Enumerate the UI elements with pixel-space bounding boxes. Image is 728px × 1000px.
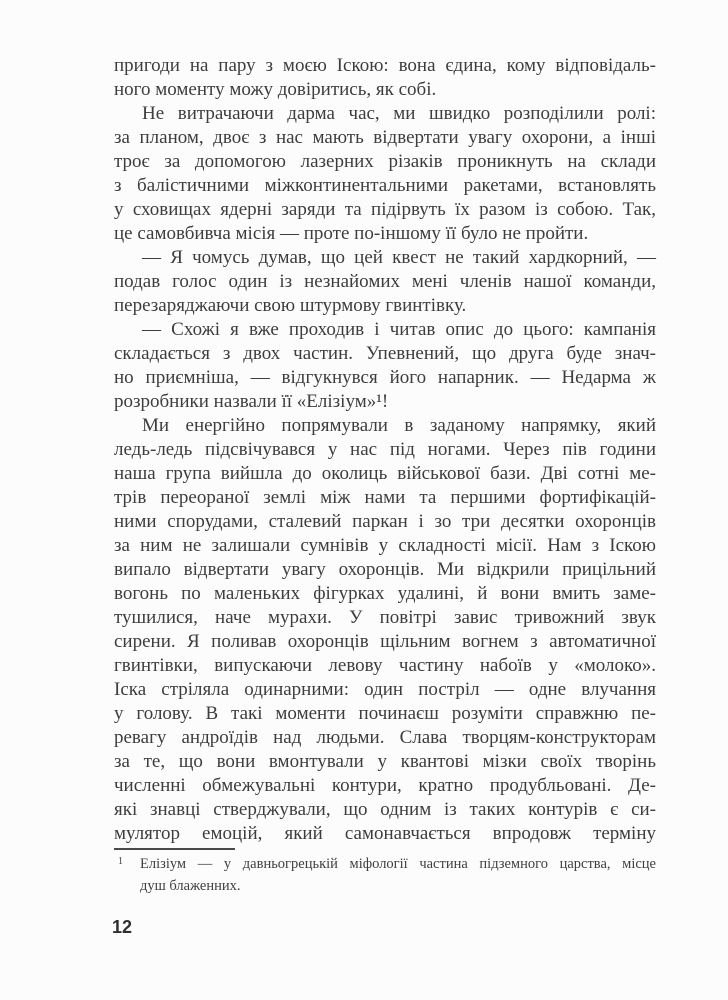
text-line: трів переораної землі між нами та першими фортифікацій-	[114, 487, 656, 508]
text-line: численні обмежувальні контури, кратно продубльовані. Де-	[114, 775, 656, 796]
text-line: пригоди на пару з моєю Іскою: вона єдина, кому відповідаль-	[114, 55, 656, 76]
text-line: ледь-ледь підсвічувався у нас під ногами. Через пів години	[114, 439, 656, 460]
footnote-separator	[114, 848, 235, 850]
text-line: випало відвертати увагу охоронців. Ми відкрили прицільний	[114, 559, 656, 580]
paragraph	[114, 414, 656, 846]
paragraph	[114, 54, 656, 102]
text-line: Іска стріляла одинарними: один постріл — одне влучання	[114, 679, 656, 700]
text-line: це самовбивча місія — проте по-іншому її було не пройти.	[114, 223, 589, 244]
text-line: у сховищах ядерні заряди та підірвуть їх разом із собою. Так,	[114, 199, 656, 220]
paragraph	[114, 318, 656, 414]
text-line: за планом, двоє з нас мають відвертати увагу охорони, а інші	[114, 127, 656, 148]
text-line: складається з двох частин. Упевнений, що друга буде знач-	[114, 343, 656, 364]
text-line: — Я чомусь думав, що цей квест не такий хардкорний, —	[142, 247, 656, 268]
text-line: тушилися, наче мурахи. У повітрі завис тривожний звук	[114, 607, 656, 628]
text-line: розробники назвали її «Елізіум»¹!	[114, 391, 389, 412]
text-line: у голову. В такі моменти починаєш розуміти справжню пе-	[114, 703, 656, 724]
text-line: Ми енергійно попрямували в заданому напрямку, який	[142, 415, 656, 436]
text-line: ревагу андроїдів над людьми. Слава творцям-конструкторам	[114, 727, 656, 748]
paragraph	[114, 246, 656, 318]
text-line: троє за допомогою лазерних різаків проникнуть на склади	[114, 151, 656, 172]
text-line: подав голос один із незнайомих мені членів нашої команди,	[114, 271, 656, 292]
text-line: но приємніша, — відгукнувся його напарник. — Недарма ж	[114, 367, 656, 388]
text-line: за ним не залишали сумнівів у складності місії. Нам з Іскою	[114, 535, 656, 556]
text-line: вогонь по маленьких фігурках удалині, й вони вмить заме-	[114, 583, 656, 604]
text-line: наша група вийшла до околиць військової бази. Дві сотні ме-	[114, 463, 656, 484]
paragraph	[114, 102, 656, 246]
text-line: за те, що вони вмонтували у квантові мізки своїх творінь	[114, 751, 656, 772]
text-line: ними спорудами, сталевий паркан і зо три десятки охоронців	[114, 511, 656, 532]
text-line: Не витрачаючи дарма час, ми швидко розподілили ролі:	[142, 103, 656, 124]
text-line: перезаряджаючи свою штурмову гвинтівку.	[114, 295, 467, 316]
page-number: 12	[112, 917, 133, 937]
page-body-text	[114, 54, 656, 846]
footnote-line: Елізіум — у давньогрецькій міфології частина підземного царства, місце	[140, 856, 656, 872]
text-line: сирени. Я поливав охоронців щільним вогнем з автоматичної	[114, 631, 656, 652]
text-line: — Схожі я вже проходив і читав опис до цього: кампанія	[142, 319, 656, 340]
footnote	[114, 853, 656, 897]
text-line: гвинтівки, випускаючи левову частину набоїв у «молоко».	[114, 655, 656, 676]
footnote-line: душ блаженних.	[140, 878, 241, 894]
text-line: ного моменту можу довіритись, як собі.	[114, 79, 437, 100]
text-line: мулятор емоцій, який самонавчається впродовж терміну	[114, 823, 656, 844]
text-line: які знавці стверджували, що одним із таких контурів є си-	[114, 799, 656, 820]
footnote-marker: 1	[118, 856, 123, 867]
text-line: з балістичними міжконтинентальними ракетами, встановлять	[114, 175, 656, 196]
